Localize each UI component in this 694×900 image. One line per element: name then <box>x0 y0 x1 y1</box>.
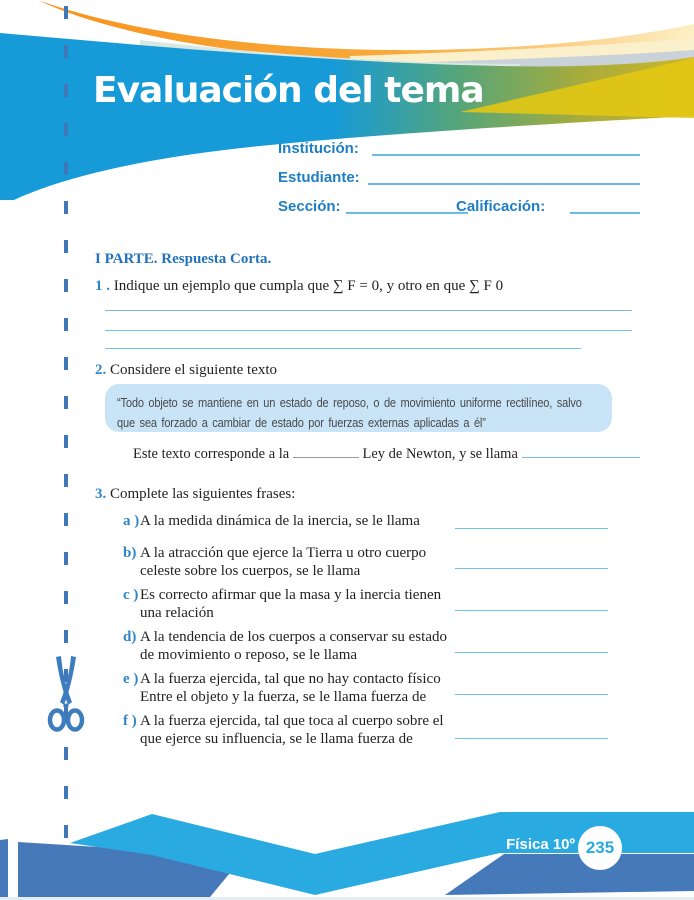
item-text: celeste sobre los cuerpos, se le llama <box>140 563 361 579</box>
item-letter: b) <box>123 545 137 561</box>
question-3-number: 3. <box>95 486 107 502</box>
item-letter: d) <box>123 629 137 645</box>
footer-course-label: Física 10º <box>506 836 575 853</box>
answer-line[interactable] <box>455 610 608 611</box>
question-2-text: Considere el siguiente texto <box>110 362 278 378</box>
header-banner-graphic <box>0 0 694 230</box>
question-1 <box>95 278 503 295</box>
list-item <box>123 712 444 748</box>
page-title: Evaluación del tema <box>93 70 484 111</box>
student-field[interactable] <box>368 183 640 185</box>
answer-line[interactable] <box>105 348 581 349</box>
list-item <box>123 670 441 706</box>
question-2 <box>95 362 277 379</box>
grade-label: Calificación: <box>456 198 546 215</box>
question-2-number: 2. <box>95 362 107 378</box>
fill-blank[interactable] <box>293 444 359 458</box>
institution-field[interactable] <box>372 154 640 156</box>
list-item <box>123 628 447 664</box>
item-text: que ejerce su influencia, se le llama fuerza de <box>140 731 413 747</box>
item-text: A la fuerza ejercida, tal que no hay contacto físico <box>140 671 441 687</box>
item-text: A la fuerza ejercida, tal que toca al cuerpo sobre el <box>140 713 444 729</box>
item-letter: c ) <box>123 587 139 603</box>
list-item <box>123 586 441 622</box>
question-3 <box>95 486 295 503</box>
answer-line[interactable] <box>455 694 608 695</box>
item-text: de movimiento o reposo, se le llama <box>140 647 358 663</box>
fill-blank[interactable] <box>522 444 640 458</box>
question-3-text: Complete las siguientes frases: <box>110 486 296 502</box>
item-letter: e ) <box>123 671 139 687</box>
question-2-fill-sentence <box>133 444 640 463</box>
part1-heading: I PARTE. Respuesta Corta. <box>95 251 272 267</box>
list-item <box>123 544 426 580</box>
question-1-number: 1 . <box>95 278 110 294</box>
answer-line[interactable] <box>455 652 608 653</box>
quote-line: que sea forzado a cambiar de estado por fuerzas externas aplicadas a él” <box>117 415 486 430</box>
answer-line[interactable] <box>105 330 632 331</box>
institution-label: Institución: <box>278 140 359 157</box>
answer-line[interactable] <box>455 568 608 569</box>
fill-after-text: Ley de Newton, y se llama <box>362 446 518 462</box>
page-number-badge <box>578 826 622 870</box>
item-text: A la atracción que ejerce la Tierra u otro cuerpo <box>140 545 427 561</box>
item-text: Es correcto afirmar que la masa y la inercia tienen <box>140 587 442 603</box>
footer-dark-sliver <box>0 839 8 897</box>
footer-dark-band-right <box>445 854 694 895</box>
answer-line[interactable] <box>455 738 608 739</box>
page-number: 235 <box>585 838 615 857</box>
student-label: Estudiante: <box>278 169 360 186</box>
quote-line: “Todo objeto se mantiene en un estado de reposo, o de movimiento uniforme rectilíneo, salvo <box>117 395 582 410</box>
item-text: una relación <box>140 605 214 621</box>
scissors-icon <box>43 656 89 742</box>
answer-line[interactable] <box>455 528 608 529</box>
item-text: A la tendencia de los cuerpos a conservar su estado <box>140 629 447 645</box>
section-label: Sección: <box>278 198 341 215</box>
list-item <box>123 512 420 530</box>
quote-box <box>105 384 612 432</box>
grade-field[interactable] <box>570 212 640 214</box>
item-text: A la medida dinámica de la inercia, se le llama <box>140 513 420 529</box>
section-field[interactable] <box>346 212 468 214</box>
answer-line[interactable] <box>105 310 632 311</box>
item-letter: a ) <box>123 513 140 529</box>
fill-before-text: Este texto corresponde a la <box>133 446 290 462</box>
item-letter: f ) <box>123 713 137 729</box>
item-text: Entre el objeto y la fuerza, se le llama fuerza de <box>140 689 427 705</box>
question-1-text: Indique un ejemplo que cumpla que ∑ F = 0, y otro en que ∑ F 0 <box>113 278 504 294</box>
